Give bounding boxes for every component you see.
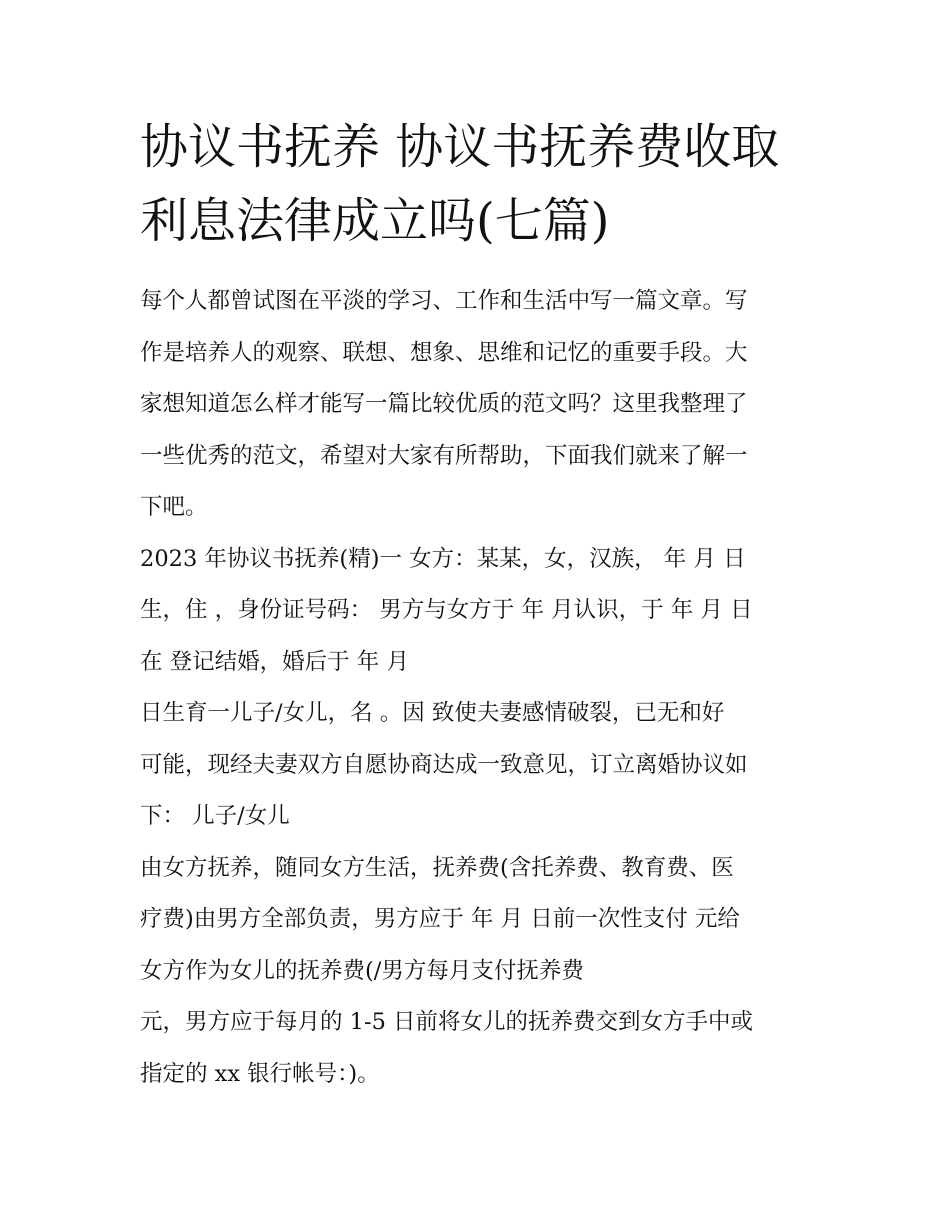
body-line: 家想知道怎么样才能写一篇比较优质的范文吗？这里我整理了 — [140, 391, 748, 417]
body-line: 在 登记结婚，婚后于 年 月 — [140, 648, 409, 675]
body-line: 指定的 xx 银行帐号：)。 — [140, 1060, 380, 1087]
body-line: 日生育一儿子/女儿，名 。因 致使夫妻感情破裂，已无和好 — [140, 700, 725, 726]
title-line-1: 协议书抚养 协议书抚养费收取 — [140, 119, 780, 175]
title-line-2: 利息法律成立吗(七篇) — [140, 193, 610, 249]
body-line: 每个人都曾试图在平淡的学习、工作和生活中写一篇文章。写 — [140, 288, 748, 314]
body-line: 疗费)由男方全部负责，男方应于 年 月 日前一次性支付 元给 — [140, 906, 740, 932]
body-line: 元，男方应于每月的 1-5 日前将女儿的抚养费交到女方手中或 — [140, 1009, 754, 1035]
body-line: 生，住 ，身份证号码： 男方与女方于 年 月认识，于 年 月 日 — [140, 597, 753, 623]
body-line: 作是培养人的观察、联想、想象、思维和记忆的重要手段。大 — [140, 339, 748, 366]
body-text — [140, 276, 815, 1100]
body-line: 女方作为女儿的抚养费(/男方每月支付抚养费 — [140, 957, 584, 984]
body-line: 一些优秀的范文，希望对大家有所帮助，下面我们就来了解一 — [140, 442, 748, 469]
document-title — [140, 110, 815, 258]
body-line: 可能，现经夫妻双方自愿协商达成一致意见，订立离婚协议如 — [140, 751, 748, 778]
document-content — [140, 110, 815, 1100]
body-line: 下： 儿子/女儿 — [140, 803, 290, 829]
body-line: 下吧。 — [140, 494, 208, 520]
body-line: 由女方抚养，随同女方生活，抚养费(含托养费、教育费、医 — [140, 854, 734, 881]
body-line: 2023 年协议书抚养(精)一 女方：某某，女，汉族， 年 月 日 — [140, 545, 746, 572]
